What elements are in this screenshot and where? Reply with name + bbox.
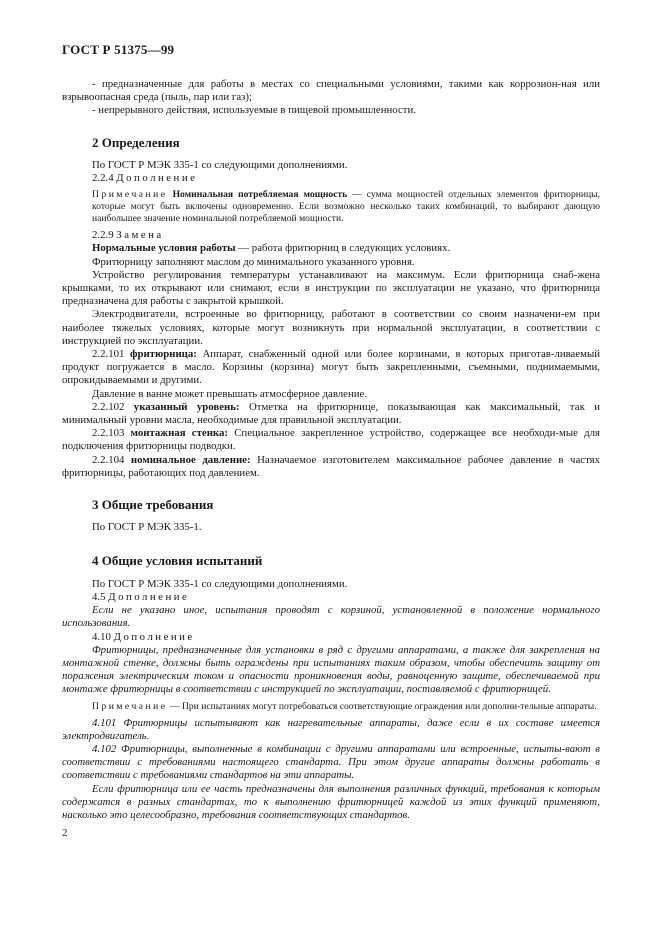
para-4-10: Фритюрницы, предназначенные для установки в ряд с другими аппаратами, а также для закрепления на монтажной стенке, должны быть ограждены при испытаниях таким образом, чтобы обеспечить защиту от поражения электрическим током и опасности проникновения воды, равноценную защите, обеспечиваемой при монтаже фритюрницы в соответствии с инструкцией по эксплуатации, поставляемой с фритюрницей. [62,643,600,696]
para-motors: Электродвигатели, встроенные во фритюрницу, работают в соответствии со своим назначени-ем при наиболее тяжелых условиях, которые могут возникнуть при нормальной эксплуатации, в соответствии с инструкцией по эксплуатации. [62,308,600,347]
section-3-title: 3 Общие требования [92,497,214,513]
def-2-2-104: 2.2.104 номинальное давление: Назначаемое изготовителем максимальное рабочее давление в частях фритюрницы, работающих под давлением. [62,453,601,479]
document-header: ГОСТ Р 51375—99 [62,42,175,57]
clause-2-2-4: 2.2.4 Дополнение [92,172,198,185]
intro-item-2: - непрерывного действия, используемые в пищевой промышленности. [92,104,416,117]
para-fill-oil: Фритюрницу заполняют маслом до минимального указанного уровня. [92,255,415,268]
def-2-2-103: 2.2.103 монтажная стенка: Специальное закрепленное устройство, содержащее все необходи-мые для подключения фритюрницы подводки. [62,427,600,453]
def-2-2-102: 2.2.102 указанный уровень: Отметка на фритюрнице, показывающая как максимальный, так и минимальный уровни масла, необходимые для правильной эксплуатации. [62,400,600,427]
para-4-102-cont: Если фритюрница или ее часть предназначены для выполнения различных функций, требования к которым содержатся в разных стандартах, то к выполнению фритюрницей каждой из этих функций применяют, насколько это целесообразно, требования соответствующих стандартов. [62,782,600,821]
document-body [62,78,601,822]
note-rated-power: Примечание Номинальная потребляемая мощность — сумма мощностей отдельных элементов фритюрницы, которые могут быть включены одновременно. Если возможно несколько таких комбинаций, то выбирают дающую наибольшее значение номинальной потребляемой мощности. [92,189,600,225]
para-4-5: Если не указано иное, испытания проводят с корзиной, установленной в положение нормального использования. [62,604,600,630]
section-4-title: 4 Общие условия испытаний [92,553,263,569]
clause-4-5: 4.5 Дополнение [92,590,190,603]
para-4-101: 4.101 Фритюрницы испытывают как нагревательные аппараты, даже если в их составе имеется электродвигатель. [62,716,600,742]
clause-4-10: 4.10 Дополнение [92,630,195,643]
note-4-10: Примечание — При испытаниях могут потребоваться соответствующие ограждения или дополни-тельные аппараты. [92,700,597,712]
section-4-intro: По ГОСТ Р МЭК 335-1 со следующими дополнениями. [92,577,348,590]
para-4-102: 4.102 Фритюрницы, выполненные в комбинации с другими аппаратами или встроенные, испыты-вают в соответствии с требованиями настоящего стандарта. При этом другие аппараты должны работать в соответствии с требованиями стандартов на эти аппараты. [62,742,600,782]
section-2-title: 2 Определения [92,134,180,150]
def-2-2-101: 2.2.101 фритюрница: Аппарат, снабженный одной или более корзинами, в которых приготав-ливаемый продукт погружается в масло. Корзины (корзина) могут быть закрепленными, съемными, поднимаемыми, опрокидываемыми и другими. [62,348,601,387]
section-2-intro: По ГОСТ Р МЭК 335-1 со следующими дополнениями. [92,158,348,171]
clause-2-2-9: 2.2.9 Замена [92,229,164,242]
para-pressure: Давление в ванне может превышать атмосферное давление. [92,387,368,400]
normal-conditions: Нормальные условия работы — работа фритюрниц в следующих условиях. [92,242,451,255]
page-number: 2 [62,827,68,839]
intro-item-1: - предназначенные для работы в местах со специальными условиями, такими как коррозион-ная или взрывоопасная среда (пыль, пар или газ); [62,78,600,104]
section-3-text: По ГОСТ Р МЭК 335-1. [92,521,202,534]
para-thermostat: Устройство регулирования температуры устанавливают на максимум. Если фритюрница снаб-жена крышками, то их открывают или снимают, если в инструкции по эксплуатации не указано, что фритюрница предназначена для работы с закрытой крышкой. [62,268,600,308]
